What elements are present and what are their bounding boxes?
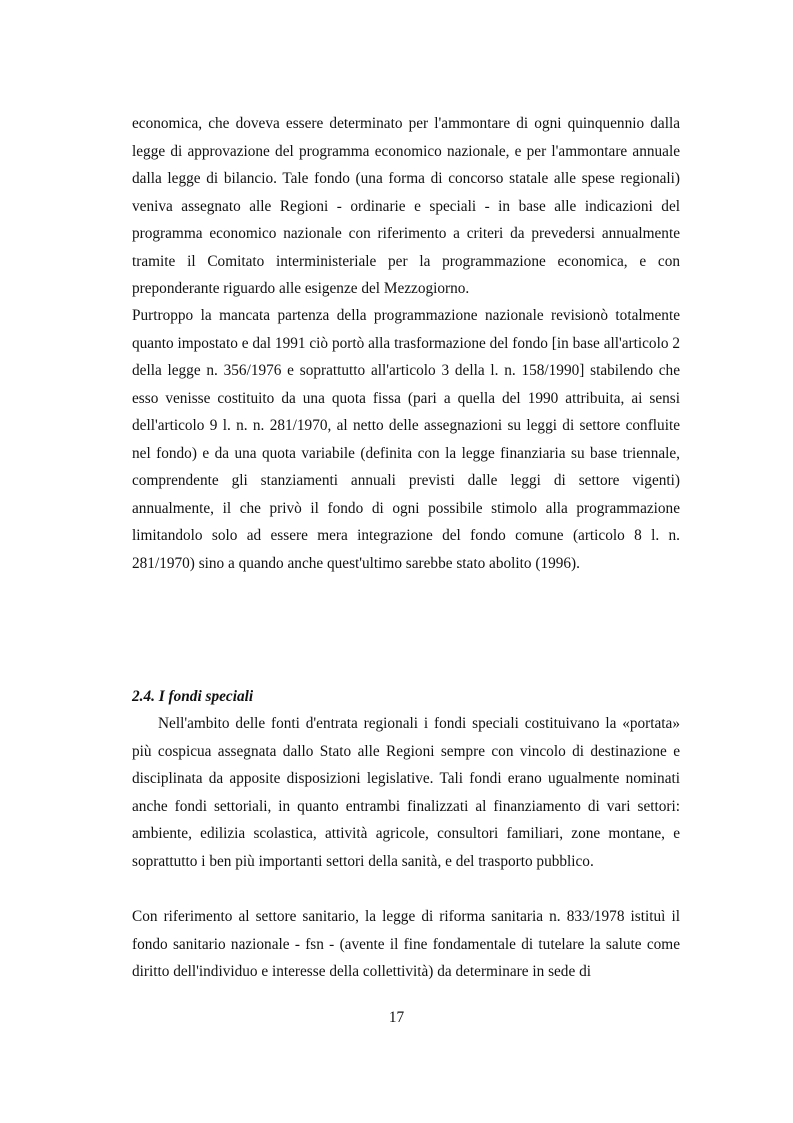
paragraph-fondo-programmazione bbox=[132, 110, 680, 303]
paragraph-text: Purtroppo la mancata partenza della programmazione nazionale revisionò totalmente quanto impostato e dal 1991 ciò portò alla trasformazione del fondo [in base all'articolo 2 della legge n. 356/1976 e soprattutto all'articolo 3 della l. n. 158/1990] stabilendo che esso venisse costituito da una quota fissa (pari a quella del 1990 attribuita, ai sensi dell'articolo 9 l. n. n. 281/1970, al netto delle assegnazioni su leggi di settore confluite nel fondo) e da una quota variabile (definita con la legge finanziaria su base triennale, comprendente gli stanziamenti annuali previsti dalle leggi di settore vigenti) annualmente, il che privò il fondo di ogni possibile stimolo alla programmazione limitandolo solo ad essere mera integrazione del fondo comune (articolo 8 l. n. 281/1970) sino a quando anche quest'ultimo sarebbe stato abolito (1996). bbox=[132, 307, 680, 572]
paragraph-text: economica, che doveva essere determinato per l'ammontare di ogni quinquennio dalla legge di approvazione del programma economico nazionale, e per l'ammontare annuale dalla legge di bilancio. Tale fondo (una forma di concorso statale alle spese regionali) veniva assegnato alle Regioni - ordinarie e speciali - in base alle indicazioni del programma economico nazionale con riferimento a criteri da prevedersi annualmente tramite il Comitato interministeriale per la programmazione economica, e con preponderante riguardo alle esigenze del Mezzogiorno. bbox=[132, 115, 680, 297]
paragraph-trasformazione-fondo bbox=[132, 302, 680, 577]
paragraph-text: Con riferimento al settore sanitario, la legge di riforma sanitaria n. 833/1978 istituì il fondo sanitario nazionale - fsn - (avente il fine fondamentale di tutelare la salute come diritto dell'individuo e interesse della collettività) da determinare in sede di bbox=[132, 908, 680, 980]
section-heading: 2.4. I fondi speciali bbox=[132, 688, 254, 705]
paragraph-text: Nell'ambito delle fonti d'entrata regionali i fondi speciali costituivano la «portata» più cospicua assegnata dallo Stato alle Regioni sempre con vincolo di destinazione e disciplinata da apposite disposizioni legislative. Tali fondi erano ugualmente nominati anche fondi settoriali, in quanto entrambi finalizzati al finanziamento di vari settori: ambiente, edilizia scolastica, attività agricole, consultori familiari, zone montane, e soprattutto i ben più importanti settori della sanità, e del trasporto pubblico. bbox=[132, 715, 680, 870]
page-number: 17 bbox=[388, 1009, 405, 1026]
paragraph-fondi-speciali bbox=[132, 710, 680, 875]
paragraph-settore-sanitario bbox=[132, 903, 680, 986]
